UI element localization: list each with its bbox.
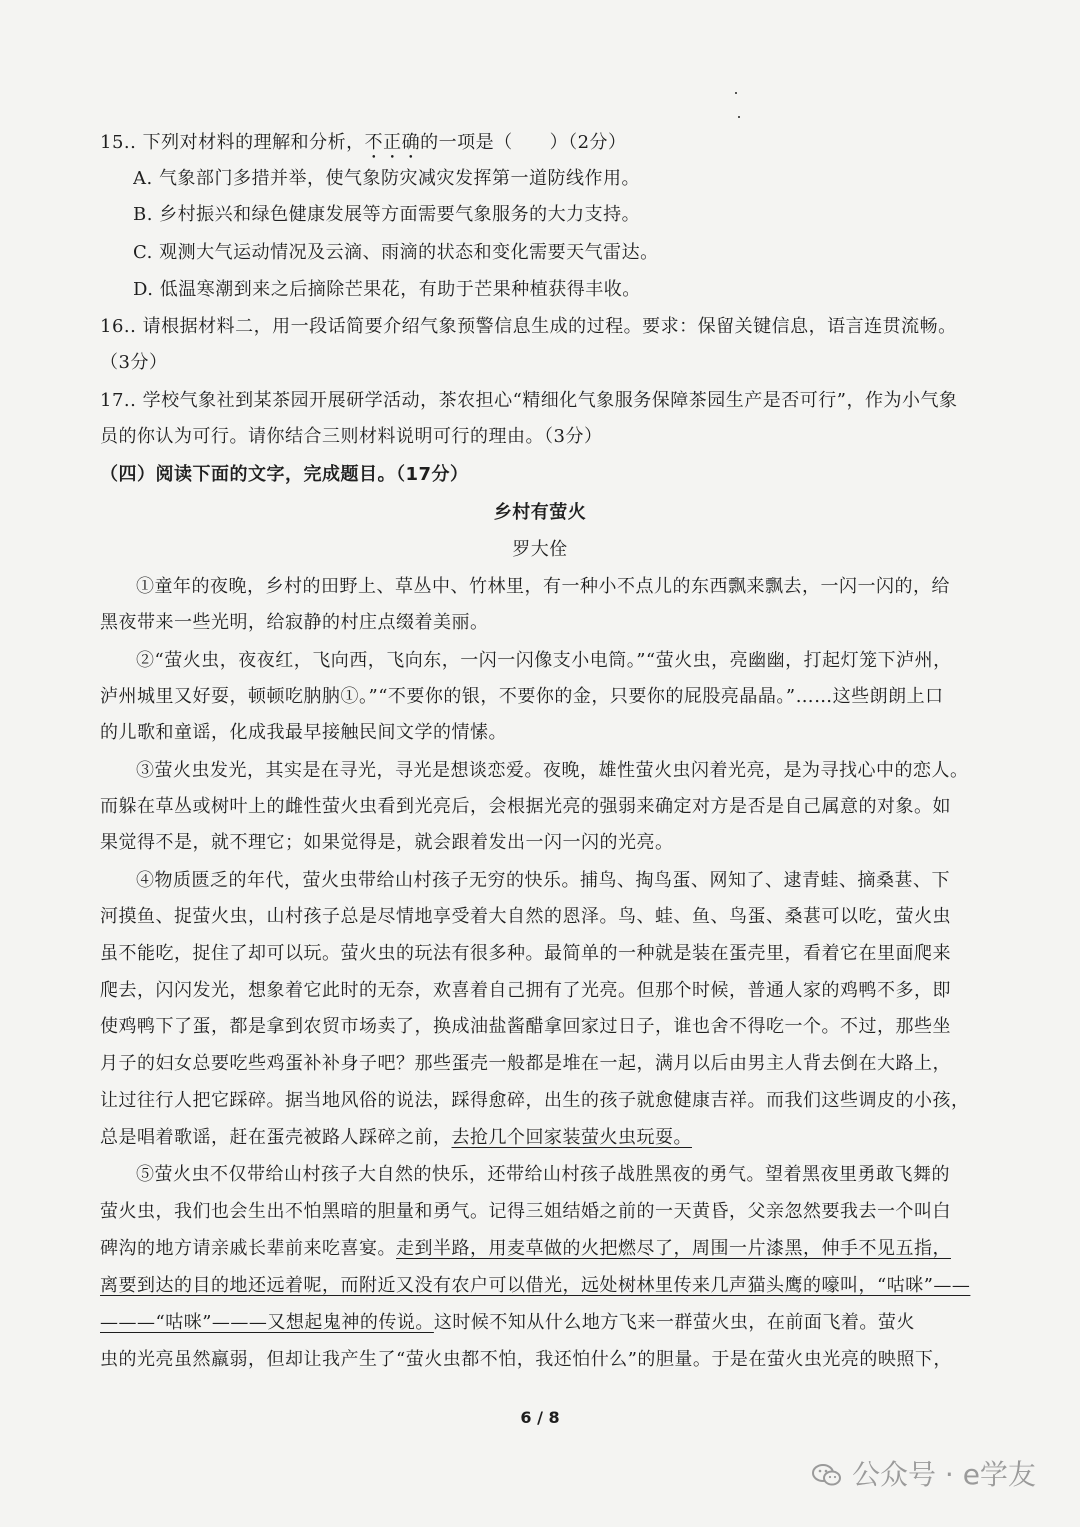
question-17-line-2: 员的你认为可行。请你结合三则材料说明可行的理由。（3分） — [100, 426, 603, 447]
paragraph-5-underlined-line: 离要到达的目的地还远着呢，而附近又没有农户可以借光，远处树林里传来几声猫头鹰的嚎叫，“咕咪”—— — [100, 1275, 971, 1296]
paragraph-3-line: 果觉得不是，就不理它；如果觉得是，就会跟着发出一闪一闪的光亮。 — [100, 832, 674, 853]
paragraph-2-line: 的儿歌和童谣，化成我最早接触民间文学的情愫。 — [100, 722, 507, 743]
paragraph-1-line: 黑夜带来一些光明，给寂静的村庄点缀着美丽。 — [100, 612, 489, 633]
paragraph-2-line: ②“萤火虫，夜夜红，飞向西，飞向东，一闪一闪像支小电筒。”“萤火虫，亮幽幽，打起灯笼下泸州， — [136, 650, 952, 671]
article-author: 罗大佺 — [512, 539, 568, 560]
article-title: 乡村有萤火 — [493, 502, 587, 523]
scan-speck — [738, 116, 740, 118]
paragraph-5-line: 碑沟的地方请亲戚长辈前来吃喜宴。走到半路，用麦草做的火把燃尽了，周围一片漆黑，伸手不见五指， — [100, 1238, 951, 1259]
underlined-sentence: 走到半路，用麦草做的火把燃尽了，周围一片漆黑，伸手不见五指， — [396, 1238, 951, 1259]
question-15-option-c: C. 观测大气运动情况及云滴、雨滴的状态和变化需要天气雷达。 — [133, 242, 659, 263]
underlined-sentence: ———“咕咪”———又想起鬼神的传说。 — [100, 1312, 434, 1333]
paragraph-4-line: 让过往行人把它踩碎。据当地风俗的说法，踩得愈碎，出生的孩子就愈健康吉祥。而我们这些调皮的小孩， — [100, 1090, 970, 1111]
page-number: 6 / 8 — [520, 1408, 560, 1427]
question-16-line-1: 16.. 请根据材料二，用一段话简要介绍气象预警信息生成的过程。要求：保留关键信息，语言连贯流畅。 — [100, 316, 957, 337]
paragraph-5-line: 虫的光亮虽然羸弱，但却让我产生了“萤火虫都不怕，我还怕什么”的胆量。于是在萤火虫光亮的映照下， — [100, 1349, 952, 1370]
paragraph-2-line: 泸州城里又好耍，顿顿吃肭肭①。”“不要你的银，不要你的金，只要你的屁股亮晶晶。”……这些朗朗上口 — [100, 686, 944, 707]
underlined-sentence: 去抢几个回家装萤火虫玩耍。 — [451, 1127, 692, 1148]
question-17-line-1: 17.. 学校气象社到某茶园开展研学活动，茶农担心“精细化气象服务保障茶园生产是否可行”，作为小气象 — [100, 390, 958, 411]
paragraph-4-line: 月子的妇女总要吃些鸡蛋补补身子吧？那些蛋壳一般都是堆在一起，满月以后由男主人背去倒在大路上， — [100, 1053, 951, 1074]
paragraph-5-line: 萤火虫，我们也会生出不怕黑暗的胆量和勇气。记得三姐结婚之前的一天黄昏，父亲忽然要我去一个叫白 — [100, 1201, 951, 1222]
question-15-option-d: D. 低温寒潮到来之后摘除芒果花，有助于芒果种植获得丰收。 — [133, 279, 641, 300]
paragraph-4-line: 使鸡鸭下了蛋，都是拿到农贸市场卖了，换成油盐酱醋拿回家过日子，谁也舍不得吃一个。不过，那些坐 — [100, 1016, 951, 1037]
question-15-option-b: B. 乡村振兴和绿色健康发展等方面需要气象服务的大力支持。 — [133, 204, 641, 225]
paragraph-5-line: ———“咕咪”———又想起鬼神的传说。这时候不知从什么地方飞来一群萤火虫，在前面飞着。萤火 — [100, 1312, 915, 1333]
paragraph-5-line: ⑤萤火虫不仅带给山村孩子大自然的快乐，还带给山村孩子战胜黑夜的勇气。望着黑夜里勇敢飞舞的 — [136, 1164, 950, 1185]
section-heading: （四）阅读下面的文字，完成题目。（17分） — [100, 464, 469, 485]
paragraph-3-line: 而躲在草丛或树叶上的雌性萤火虫看到光亮后，会根据光亮的强弱来确定对方是否是自己属意的对象。如 — [100, 796, 951, 817]
paragraph-1-line: ①童年的夜晚，乡村的田野上、草丛中、竹林里，有一种小不点儿的东西飘来飘去，一闪一闪的，给 — [136, 576, 950, 597]
paragraph-3-line: ③萤火虫发光，其实是在寻光，寻光是想谈恋爱。夜晚，雄性萤火虫闪着光亮，是为寻找心中的恋人。 — [136, 760, 969, 781]
question-15-option-a: A. 气象部门多措并举，使气象防灾减灾发挥第一道防线作用。 — [133, 168, 640, 189]
watermark — [812, 1453, 1036, 1493]
scan-speck — [735, 92, 737, 94]
wechat-icon — [812, 1461, 842, 1485]
question-15-stem: 15.. 下列对材料的理解和分析，不正确的一项是（ ）（2分） — [100, 132, 627, 153]
paragraph-4-line: 河摸鱼、捉萤火虫，山村孩子总是尽情地享受着大自然的恩泽。鸟、蛙、鱼、鸟蛋、桑葚可以吃，萤火虫 — [100, 906, 951, 927]
paragraph-4-line: ④物质匮乏的年代，萤火虫带给山村孩子无穷的快乐。捕鸟、掏鸟蛋、网知了、逮青蛙、摘桑葚、下 — [136, 870, 950, 891]
watermark-text: 公众号 · e学友 — [852, 1458, 1036, 1491]
paragraph-4-line: 虽不能吃，捉住了却可以玩。萤火虫的玩法有很多种。最简单的一种就是装在蛋壳里，看着它在里面爬来 — [100, 943, 951, 964]
question-16-line-2: （3分） — [100, 352, 168, 373]
paragraph-4-line: 总是唱着歌谣，赶在蛋壳被路人踩碎之前，去抢几个回家装萤火虫玩耍。 — [100, 1127, 692, 1148]
paragraph-4-line: 爬去，闪闪发光，想象着它此时的无奈，欢喜着自己拥有了光亮。但那个时候，普通人家的鸡鸭不多，即 — [100, 980, 951, 1001]
